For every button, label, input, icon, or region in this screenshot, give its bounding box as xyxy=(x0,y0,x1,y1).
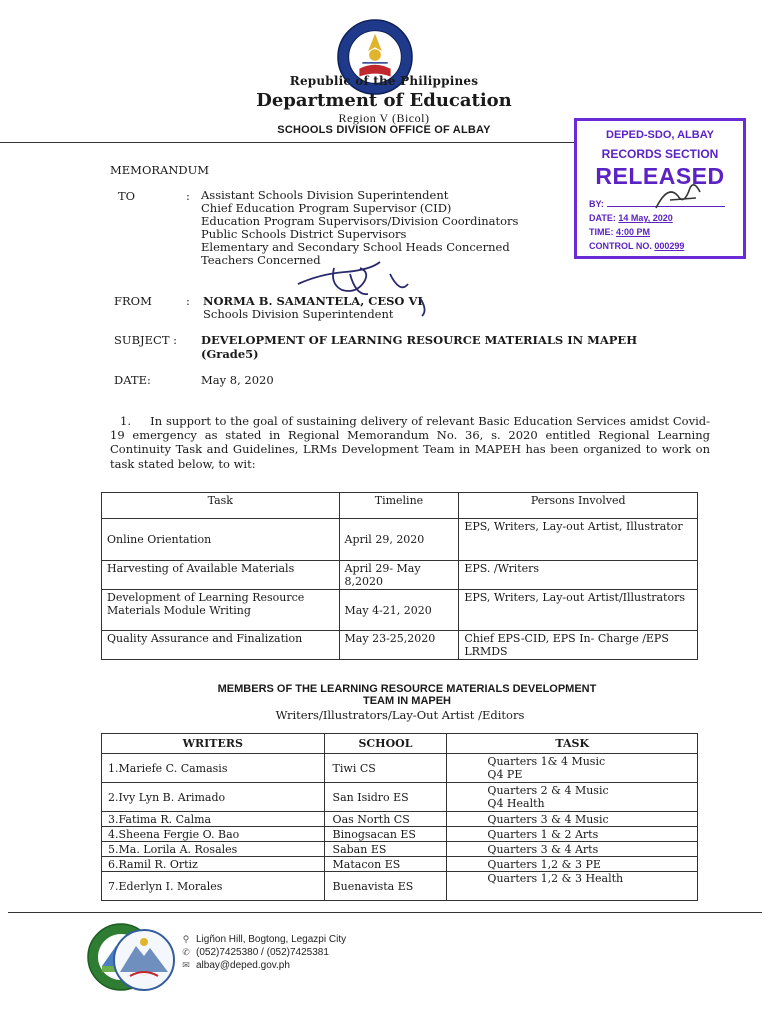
paragraph-text: In support to the goal of sustaining delivery of relevant Basic Education Services amidst Covid-19 emergency as stated in Regional Memorandum No. 36, s. 2020 entitled Regional Learning Continuity Task and Guidelines, LRMs Development Team in MAPEH has been organized to work on task stated below, to wit: xyxy=(110,414,710,471)
col-timeline: Timeline xyxy=(339,493,459,519)
recipient: Education Program Supervisors/Division Coordinators xyxy=(201,214,519,228)
paragraph-number: 1. xyxy=(120,414,131,428)
task-cell: Online Orientation xyxy=(102,519,340,561)
school-cell: San Isidro ES xyxy=(324,783,447,812)
from-label: FROM xyxy=(114,294,152,308)
persons-cell: EPS, Writers, Lay-out Artist/Illustrators xyxy=(459,590,698,631)
task-cell xyxy=(447,783,698,812)
to-label: TO xyxy=(118,189,136,203)
from-colon: : xyxy=(186,294,190,308)
table-row xyxy=(102,812,698,827)
col-school: SCHOOL xyxy=(324,734,447,754)
table-row xyxy=(102,872,698,901)
stamp-date-value: 14 May, 2020 xyxy=(618,213,673,223)
timeline-cell: April 29, 2020 xyxy=(339,519,459,561)
task-table-header xyxy=(102,493,698,519)
subject-colon: : xyxy=(173,333,178,347)
school-cell: Buenavista ES xyxy=(324,872,447,901)
task-cell: Quarters 1,2 & 3 Health xyxy=(447,872,698,901)
region-line: Region V (Bicol) xyxy=(338,111,430,125)
subject-label-text: SUBJECT xyxy=(114,333,170,347)
writer-cell: 5.Ma. Lorila A. Rosales xyxy=(102,842,325,857)
school-cell: Saban ES xyxy=(324,842,447,857)
date-label: DATE: xyxy=(114,373,151,387)
col-task: Task xyxy=(102,493,340,519)
subject-label xyxy=(114,333,177,347)
task-table xyxy=(101,492,698,660)
timeline-cell: April 29- May 8,2020 xyxy=(339,561,459,590)
stamp-control-label: CONTROL NO. xyxy=(589,241,652,251)
table-row xyxy=(102,754,698,783)
stamp-time-row xyxy=(589,227,650,237)
recipient: Public Schools District Supervisors xyxy=(201,227,407,241)
recipient: Elementary and Secondary School Heads Concerned xyxy=(201,240,510,254)
task-line: Q4 PE xyxy=(487,768,523,781)
school-cell: Oas North CS xyxy=(324,812,447,827)
task-cell xyxy=(447,754,698,783)
recipient: Chief Education Program Supervisor (CID) xyxy=(201,201,452,215)
to-colon: : xyxy=(186,189,190,203)
stamp-control-value: 000299 xyxy=(654,241,685,251)
members-table-header xyxy=(102,734,698,754)
writer-cell: 7.Ederlyn I. Morales xyxy=(102,872,325,901)
stamp-date-row xyxy=(589,213,673,223)
to-recipients xyxy=(201,189,518,267)
persons-cell: EPS. /Writers xyxy=(459,561,698,590)
footer-divider xyxy=(8,912,762,913)
stamp-by-line xyxy=(607,199,725,207)
persons-cell: EPS, Writers, Lay-out Artist, Illustrator xyxy=(459,519,698,561)
stamp-date-label: DATE: xyxy=(589,213,616,223)
stamp-time-value: 4:00 PM xyxy=(616,227,651,237)
members-subtitle: Writers/Illustrators/Lay-Out Artist /Editors xyxy=(275,708,525,722)
task-cell: Harvesting of Available Materials xyxy=(102,561,340,590)
table-row xyxy=(102,631,698,660)
table-row xyxy=(102,590,698,631)
footer-email xyxy=(180,960,290,971)
timeline-cell: May 4-21, 2020 xyxy=(339,590,459,631)
table-row xyxy=(102,842,698,857)
footer-address xyxy=(180,934,346,945)
writer-cell: 2.Ivy Lyn B. Arimado xyxy=(102,783,325,812)
footer-phone xyxy=(180,947,329,958)
members-title xyxy=(0,683,768,707)
task-cell: Quarters 1 & 2 Arts xyxy=(447,827,698,842)
phone-icon: ✆ xyxy=(182,947,190,957)
task-cell: Quality Assurance and Finalization xyxy=(102,631,340,660)
body-paragraph xyxy=(110,414,710,471)
school-cell: Binogsacan ES xyxy=(324,827,447,842)
division-office-line: SCHOOLS DIVISION OFFICE OF ALBAY xyxy=(277,124,491,136)
col-persons: Persons Involved xyxy=(459,493,698,519)
from-title: Schools Division Superintendent xyxy=(203,307,394,321)
writer-cell: 4.Sheena Fergie O. Bao xyxy=(102,827,325,842)
recipient: Assistant Schools Division Superintendent xyxy=(201,188,449,202)
header-divider xyxy=(0,142,576,143)
stamp-section: RECORDS SECTION xyxy=(601,147,719,161)
stamp-by-row xyxy=(589,199,725,209)
republic-line: Republic of the Philippines xyxy=(289,74,479,88)
sdo-albay-seal-logo xyxy=(110,928,178,992)
persons-cell: Chief EPS-CID, EPS In- Charge /EPS LRMDS xyxy=(459,631,698,660)
task-line: Quarters 1& 4 Music xyxy=(487,755,606,768)
table-row xyxy=(102,827,698,842)
task-line: Q4 Health xyxy=(487,797,545,810)
department-name: Department of Education xyxy=(256,90,512,111)
writer-cell: 3.Fatima R. Calma xyxy=(102,812,325,827)
memo-type: MEMORANDUM xyxy=(110,163,210,177)
stamp-by-label: BY: xyxy=(589,199,604,209)
writer-cell: 6.Ramil R. Ortiz xyxy=(102,857,325,872)
stamp-office: DEPED-SDO, ALBAY xyxy=(606,129,714,141)
subject-text: DEVELOPMENT OF LEARNING RESOURCE MATERIALS IN MAPEH (Grade5) xyxy=(201,333,638,361)
task-cell: Development of Learning Resource Materials Module Writing xyxy=(102,590,340,631)
stamp-time-label: TIME: xyxy=(589,227,614,237)
task-cell: Quarters 1,2 & 3 PE xyxy=(447,857,698,872)
members-title-line1: MEMBERS OF THE LEARNING RESOURCE MATERIALS DEVELOPMENT xyxy=(217,683,597,695)
col-member-task: TASK xyxy=(447,734,698,754)
envelope-icon: ✉ xyxy=(182,960,190,970)
task-cell: Quarters 3 & 4 Arts xyxy=(447,842,698,857)
table-row xyxy=(102,561,698,590)
recipient: Teachers Concerned xyxy=(201,253,321,267)
footer-email-text: albay@deped.gov.ph xyxy=(196,960,290,971)
table-row xyxy=(102,783,698,812)
memo-date: May 8, 2020 xyxy=(201,373,274,387)
stamp-status: RELEASED xyxy=(595,163,725,189)
footer-address-text: Ligñon Hill, Bogtong, Legazpi City xyxy=(196,934,347,945)
released-stamp xyxy=(574,118,746,259)
school-cell: Matacon ES xyxy=(324,857,447,872)
table-row xyxy=(102,857,698,872)
task-cell: Quarters 3 & 4 Music xyxy=(447,812,698,827)
table-row xyxy=(102,519,698,561)
stamp-control-row xyxy=(589,241,684,251)
writer-cell: 1.Mariefe C. Camasis xyxy=(102,754,325,783)
school-cell: Tiwi CS xyxy=(324,754,447,783)
footer-phone-text: (052)7425380 / (052)7425381 xyxy=(196,947,329,958)
location-pin-icon: ⚲ xyxy=(182,934,190,944)
members-table xyxy=(101,733,698,901)
members-title-line2: TEAM IN MAPEH xyxy=(363,695,451,707)
from-name: NORMA B. SAMANTELA, CESO VI xyxy=(203,294,423,308)
col-writers: WRITERS xyxy=(102,734,325,754)
task-line: Quarters 2 & 4 Music xyxy=(487,784,609,797)
timeline-cell: May 23-25,2020 xyxy=(339,631,459,660)
